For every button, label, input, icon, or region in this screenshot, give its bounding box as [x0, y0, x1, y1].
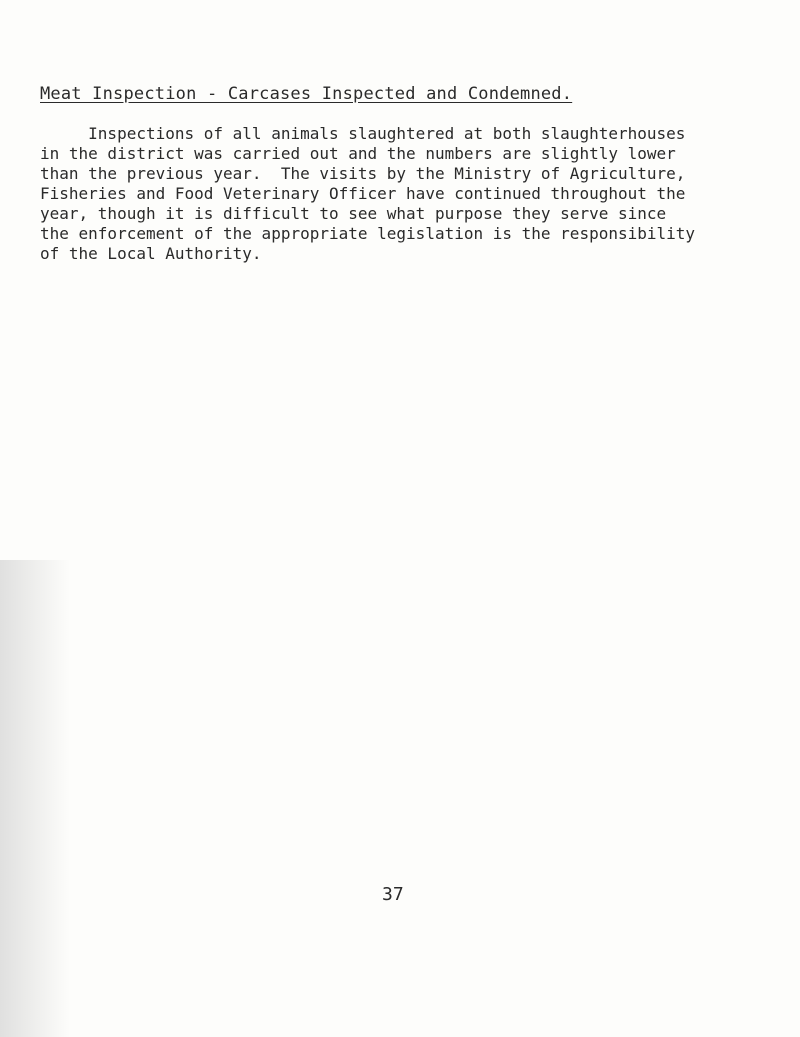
scan-shadow: [0, 560, 70, 1037]
paragraph-line: the enforcement of the appropriate legislation is the responsibility: [40, 224, 696, 243]
paragraph-line: Fisheries and Food Veterinary Officer have continued throughout the: [40, 184, 686, 203]
paragraph-line: than the previous year. The visits by the Ministry of Agriculture,: [40, 164, 686, 183]
paragraph-line: of the Local Authority.: [40, 244, 262, 263]
section-heading: Meat Inspection - Carcases Inspected and Condemned.: [40, 84, 573, 104]
paragraph-line: Inspections of all animals slaughtered at both slaughterhouses: [40, 124, 686, 143]
page-number: 37: [382, 884, 404, 905]
paragraph-line: year, though it is difficult to see what purpose they serve since: [40, 204, 667, 223]
paragraph-line: in the district was carried out and the numbers are slightly lower: [40, 144, 676, 163]
body-paragraph: [40, 124, 780, 264]
